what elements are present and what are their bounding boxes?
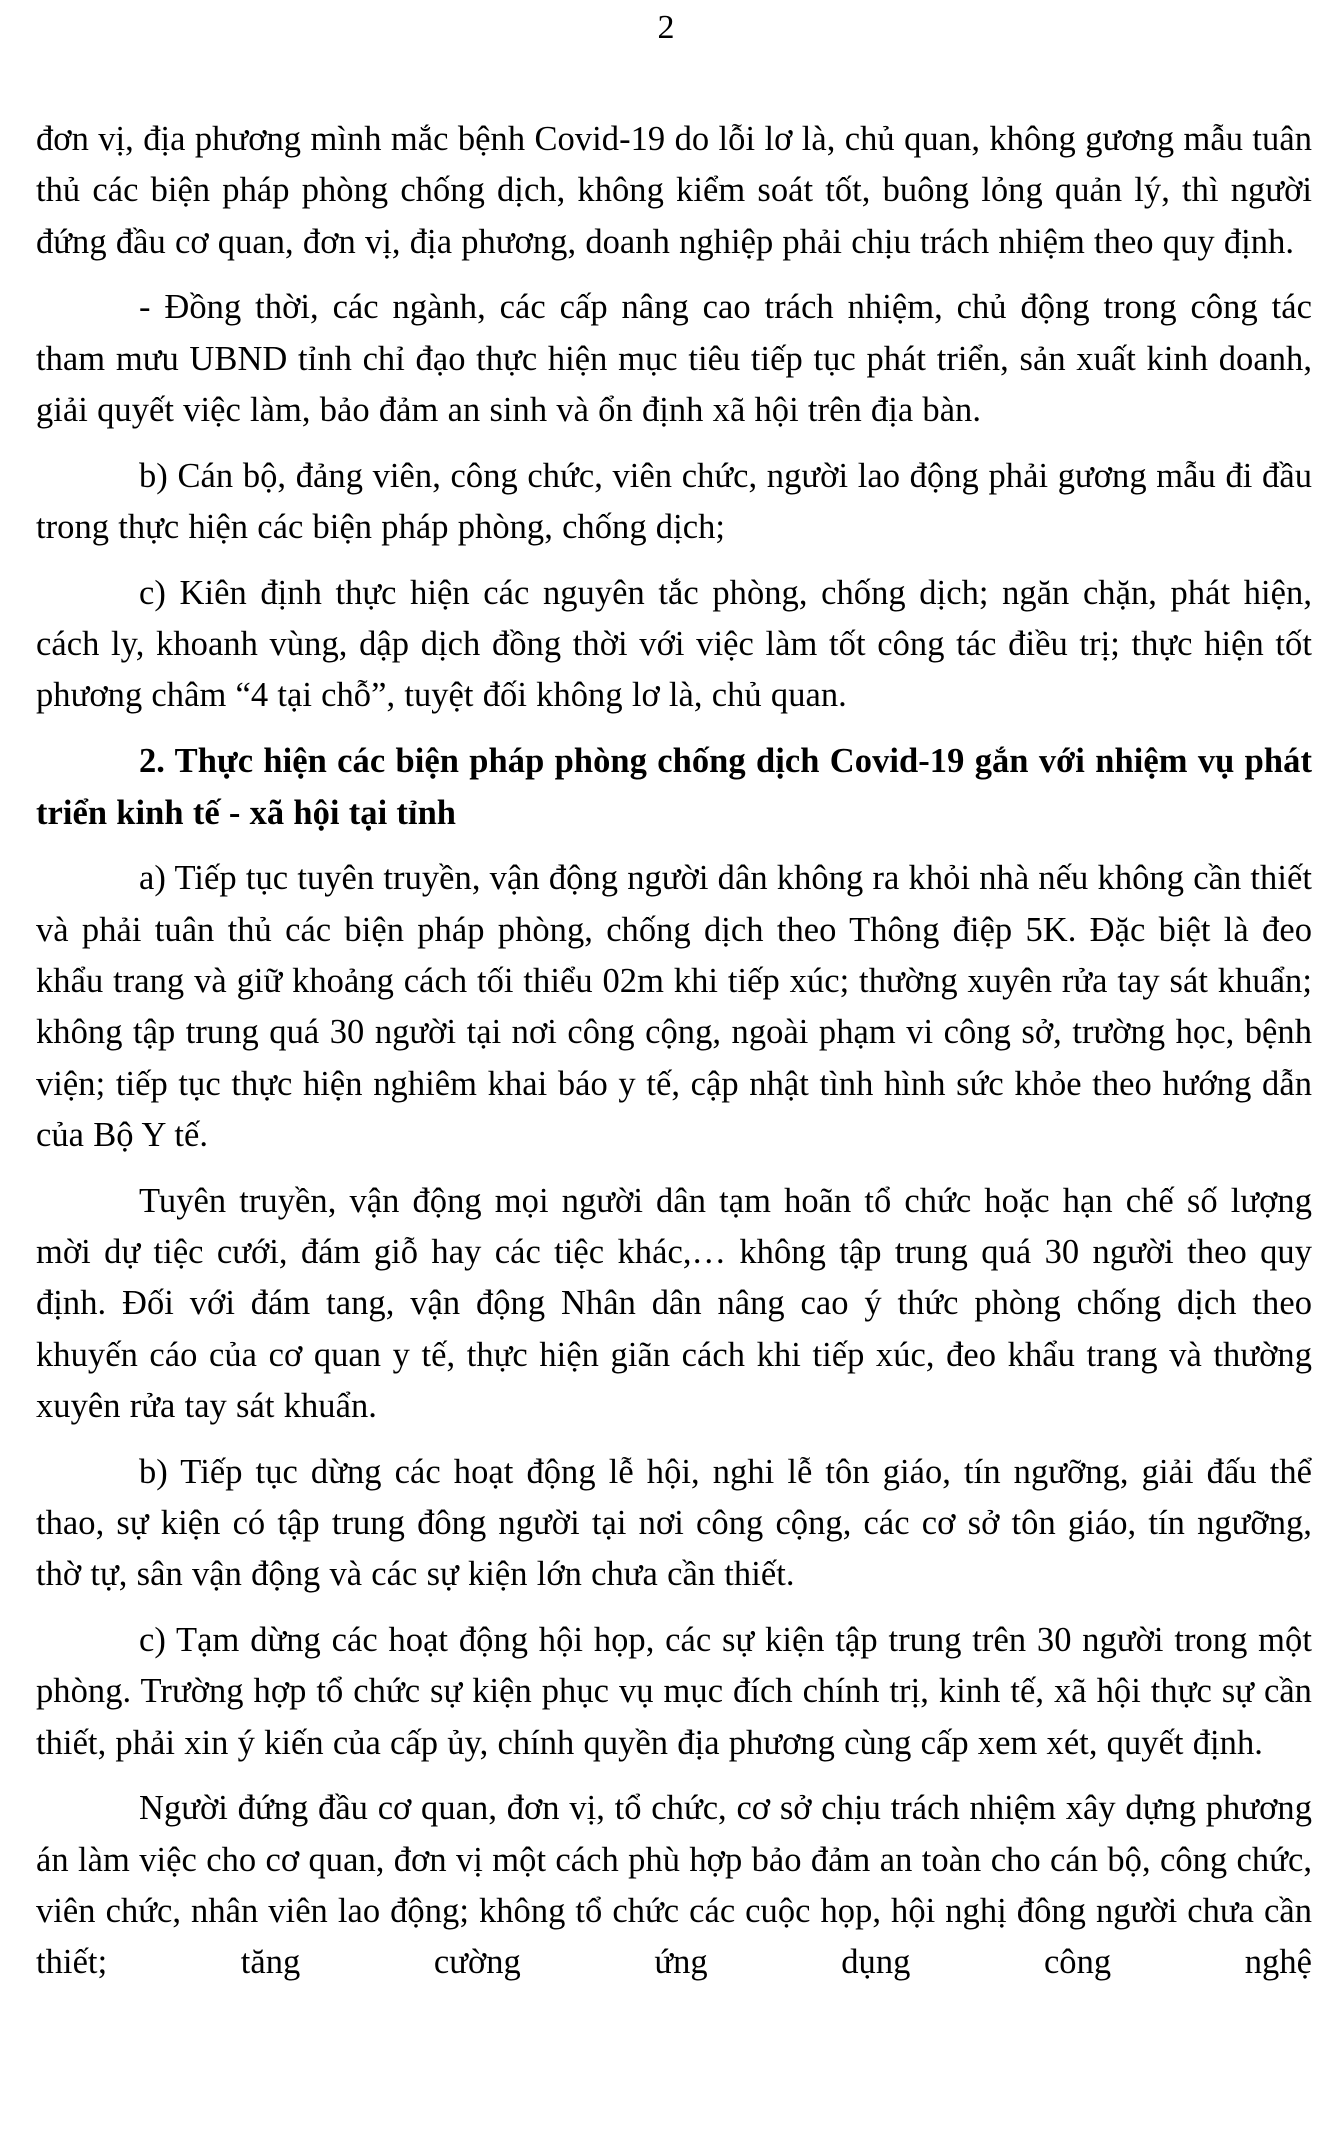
paragraph-continuation: đơn vị, địa phương mình mắc bệnh Covid-19 do lỗi lơ là, chủ quan, không gương mẫu tuân thủ các biện pháp phòng chống dịch, không kiểm soát tốt, buông lỏng quản lý, thì người đứng đầu cơ quan, đơn vị, địa phương, doanh nghiệp phải chịu trách nhiệm theo quy định. — [36, 120, 1312, 261]
paragraph-item-b: b) Cán bộ, đảng viên, công chức, viên chức, người lao động phải gương mẫu đi đầu trong thực hiện các biện pháp phòng, chống dịch; — [36, 456, 1312, 547]
page-number: 2 — [657, 9, 675, 46]
paragraph-tuyen-truyen: Tuyên truyền, vận động mọi người dân tạm hoãn tổ chức hoặc hạn chế số lượng mời dự tiệc cưới, đám giỗ hay các tiệc khác,… không tập trung quá 30 người theo quy định. Đối với đám tang, vận động Nhân dân nâng cao ý thức phòng chống dịch theo khuyến cáo của cơ quan y tế, thực hiện giãn cách khi tiếp xúc, đeo khẩu trang và thường xuyên rửa tay sát khuẩn. — [36, 1181, 1312, 1425]
paragraph-2a: a) Tiếp tục tuyên truyền, vận động người dân không ra khỏi nhà nếu không cần thiết và phải tuân thủ các biện pháp phòng, chống dịch theo Thông điệp 5K. Đặc biệt là đeo khẩu trang và giữ khoảng cách tối thiểu 02m khi tiếp xúc; thường xuyên rửa tay sát khuẩn; không tập trung quá 30 người tại nơi công cộng, ngoài phạm vi công sở, trường học, bệnh viện; tiếp tục thực hiện nghiêm khai báo y tế, cập nhật tình hình sức khỏe theo hướng dẫn của Bộ Y tế. — [36, 859, 1312, 1154]
section-heading-2: 2. Thực hiện các biện pháp phòng chống dịch Covid-19 gắn với nhiệm vụ phát triển kinh tế - xã hội tại tỉnh — [36, 742, 1312, 832]
paragraph-nguoi-dung-dau: Người đứng đầu cơ quan, đơn vị, tổ chức, cơ sở chịu trách nhiệm xây dựng phương án làm việc cho cơ quan, đơn vị một cách phù hợp bảo đảm an toàn cho cán bộ, công chức, viên chức, nhân viên lao động; không tổ chức các cuộc họp, hội nghị đông người chưa cần thiết; tăng cường ứng dụng công nghệ — [36, 1789, 1312, 1982]
paragraph-2c: c) Tạm dừng các hoạt động hội họp, các sự kiện tập trung trên 30 người trong một phòng. Trường hợp tổ chức sự kiện phục vụ mục đích chính trị, kinh tế, xã hội thực sự cần thiết, phải xin ý kiến của cấp ủy, chính quyền địa phương cùng cấp xem xét, quyết định. — [36, 1621, 1312, 1762]
paragraph-item-c: c) Kiên định thực hiện các nguyên tắc phòng, chống dịch; ngăn chặn, phát hiện, cách ly, khoanh vùng, dập dịch đồng thời với việc làm tốt công tác điều trị; thực hiện tốt phương châm “4 tại chỗ”, tuyệt đối không lơ là, chủ quan. — [36, 573, 1312, 715]
paragraph-2b: b) Tiếp tục dừng các hoạt động lễ hội, nghi lễ tôn giáo, tín ngưỡng, giải đấu thể thao, sự kiện có tập trung đông người tại nơi công cộng, các cơ sở tôn giáo, tín ngưỡng, thờ tự, sân vận động và các sự kiện lớn chưa cần thiết. — [36, 1452, 1312, 1594]
paragraph-dong-thoi: - Đồng thời, các ngành, các cấp nâng cao trách nhiệm, chủ động trong công tác tham mưu UBND tỉnh chỉ đạo thực hiện mục tiêu tiếp tục phát triển, sản xuất kinh doanh, giải quyết việc làm, bảo đảm an sinh và ổn định xã hội trên địa bàn. — [36, 288, 1312, 429]
document-body — [36, 114, 1312, 1989]
